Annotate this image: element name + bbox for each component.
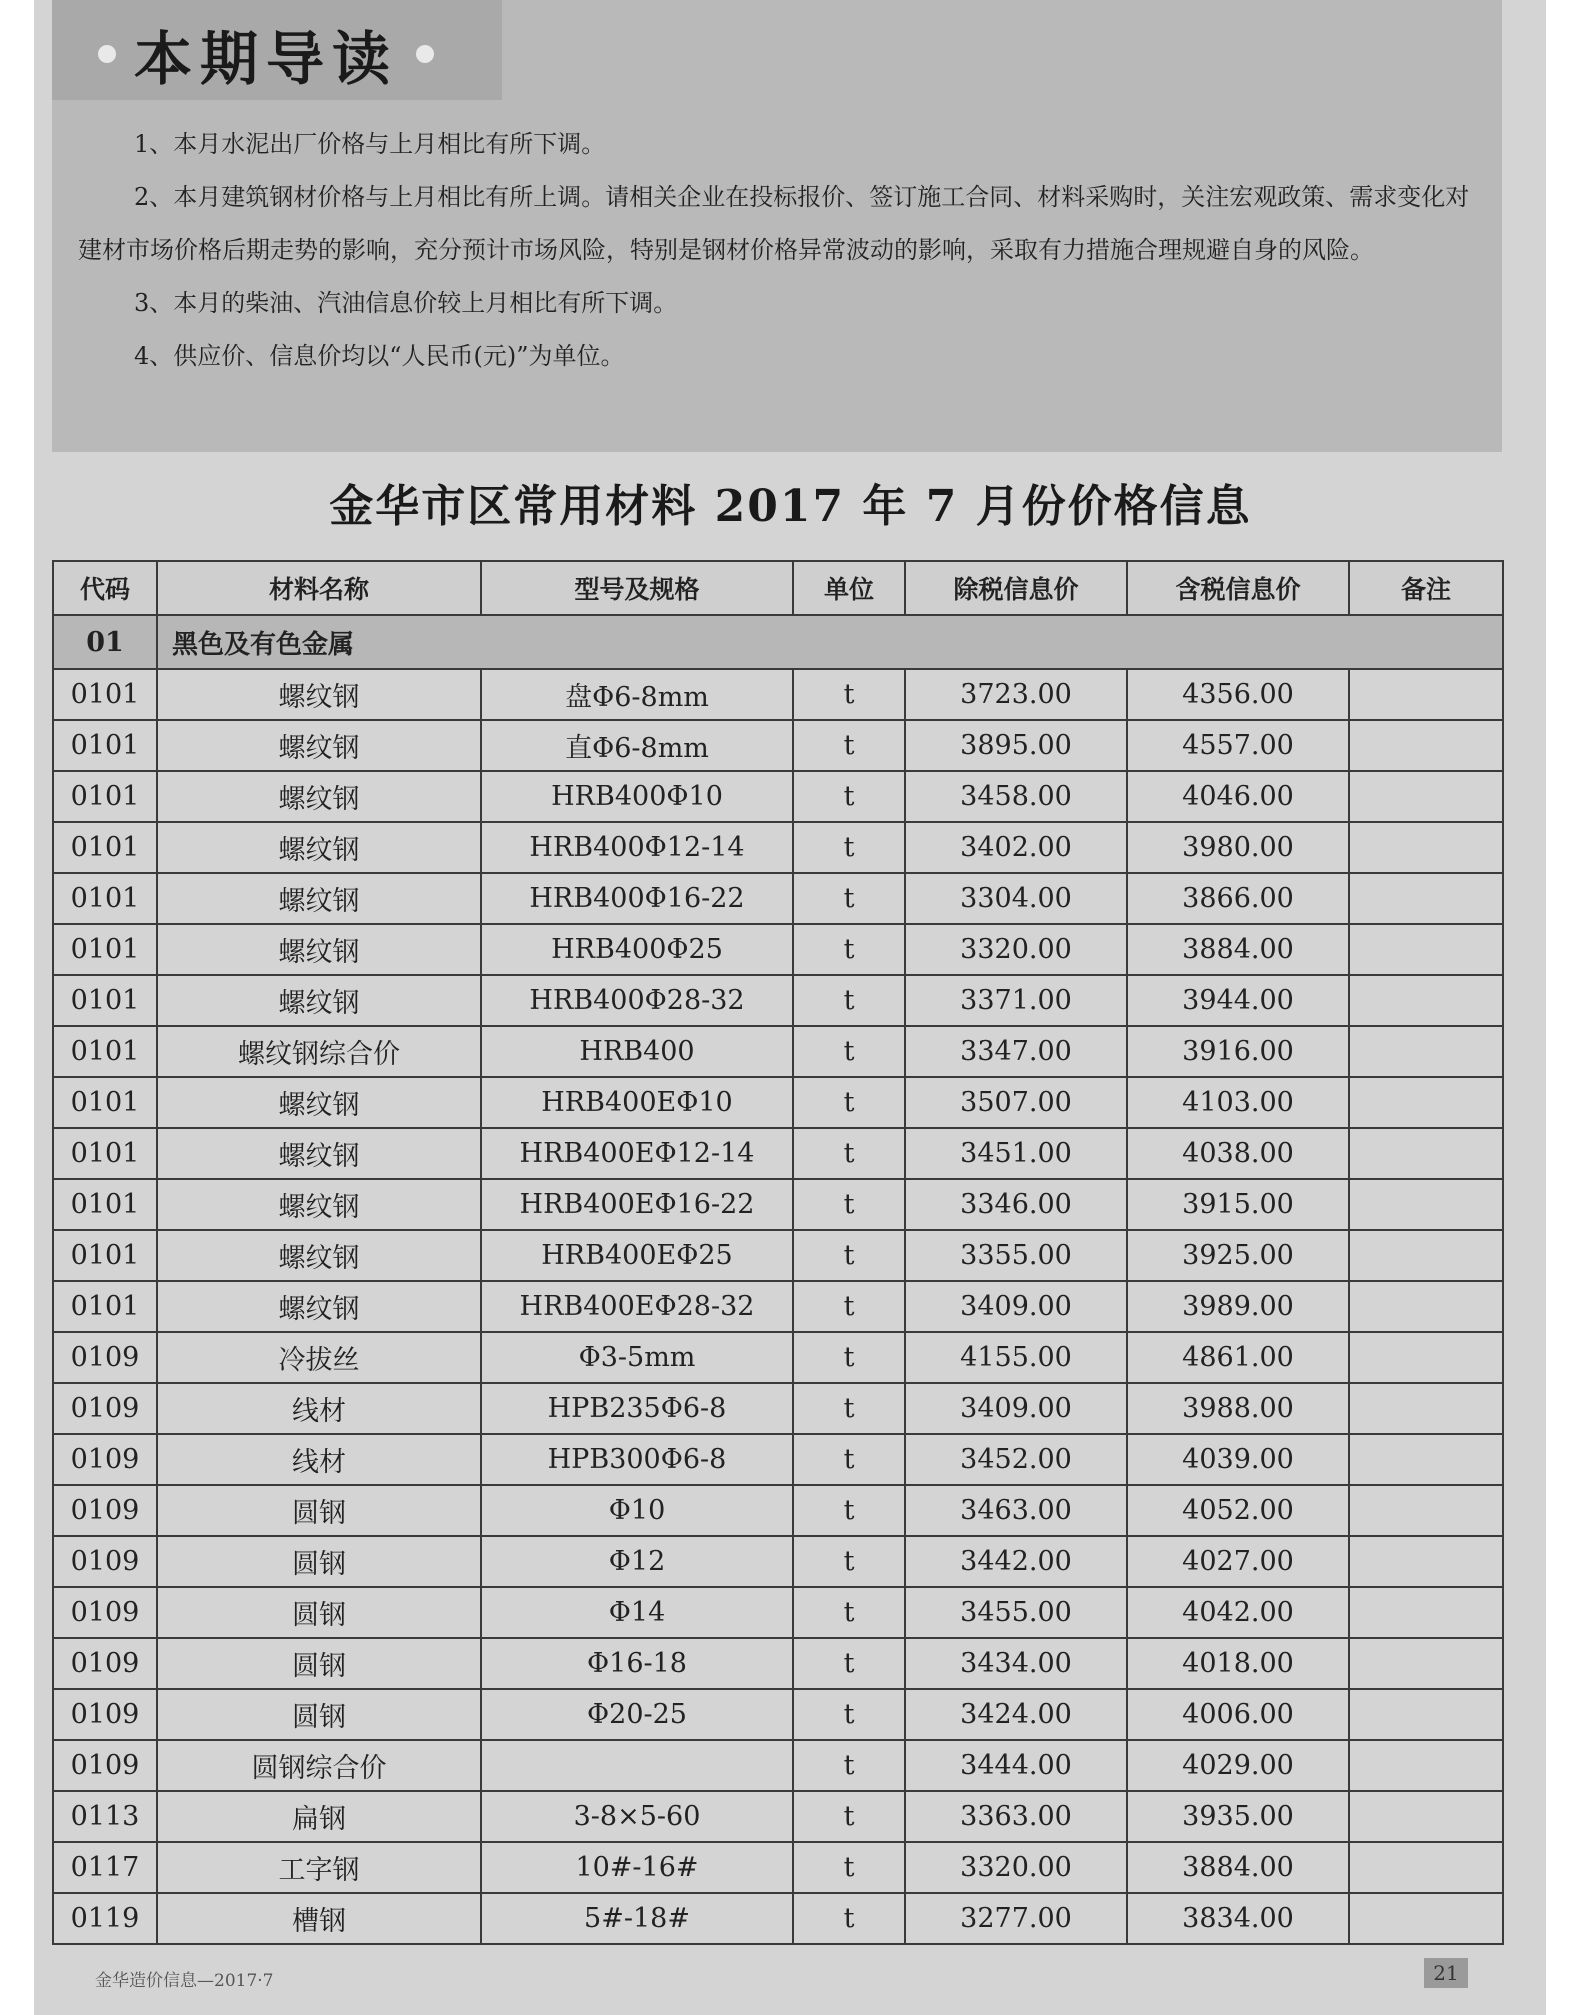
cell-price-ex-tax: 3442.00 bbox=[905, 1536, 1127, 1587]
cell-code: 0109 bbox=[53, 1485, 157, 1536]
table-row bbox=[53, 975, 1503, 1026]
cell-price-inc-tax: 3884.00 bbox=[1127, 1842, 1349, 1893]
cell-material-name: 螺纹钢 bbox=[157, 1281, 481, 1332]
cell-unit: t bbox=[793, 1587, 905, 1638]
cell-price-ex-tax: 3452.00 bbox=[905, 1434, 1127, 1485]
cell-code: 0117 bbox=[53, 1842, 157, 1893]
intro-title: 本期导读 bbox=[134, 25, 399, 93]
intro-item-2: 2、本月建筑钢材价格与上月相比有所上调。请相关企业在投标报价、签订施工合同、材料采购时，关注宏观政策、需求变化对建材市场价格后期走势的影响，充分预计市场风险，特别是钢材价格异常波动的影响，采取有力措施合理规避自身的风险。 bbox=[78, 183, 1470, 264]
cell-price-ex-tax: 3277.00 bbox=[905, 1893, 1127, 1944]
cell-price-inc-tax: 4356.00 bbox=[1127, 669, 1349, 720]
table-row bbox=[53, 1842, 1503, 1893]
price-table bbox=[52, 560, 1504, 1945]
cell-price-inc-tax: 4052.00 bbox=[1127, 1485, 1349, 1536]
cell-material-name: 螺纹钢 bbox=[157, 975, 481, 1026]
table-body bbox=[53, 615, 1503, 1944]
cell-spec: Φ3-5mm bbox=[481, 1332, 793, 1383]
cell-price-inc-tax: 4042.00 bbox=[1127, 1587, 1349, 1638]
cell-price-inc-tax: 3884.00 bbox=[1127, 924, 1349, 975]
table-row bbox=[53, 771, 1503, 822]
cell-remarks bbox=[1349, 1383, 1503, 1434]
cell-price-ex-tax: 3304.00 bbox=[905, 873, 1127, 924]
cell-price-inc-tax: 4039.00 bbox=[1127, 1434, 1349, 1485]
cell-unit: t bbox=[793, 1332, 905, 1383]
cell-price-ex-tax: 3444.00 bbox=[905, 1740, 1127, 1791]
cell-price-inc-tax: 4103.00 bbox=[1127, 1077, 1349, 1128]
cell-code: 0101 bbox=[53, 873, 157, 924]
cell-remarks bbox=[1349, 1434, 1503, 1485]
price-table-container bbox=[52, 560, 1502, 1945]
cell-code: 0101 bbox=[53, 975, 157, 1026]
cell-unit: t bbox=[793, 975, 905, 1026]
cell-unit: t bbox=[793, 1281, 905, 1332]
cell-material-name: 螺纹钢 bbox=[157, 1230, 481, 1281]
table-row bbox=[53, 1230, 1503, 1281]
table-row bbox=[53, 1077, 1503, 1128]
cell-remarks bbox=[1349, 771, 1503, 822]
cell-price-inc-tax: 4046.00 bbox=[1127, 771, 1349, 822]
cell-material-name: 圆钢 bbox=[157, 1638, 481, 1689]
table-row bbox=[53, 1893, 1503, 1944]
cell-code: 0109 bbox=[53, 1332, 157, 1383]
cell-material-name: 线材 bbox=[157, 1383, 481, 1434]
cell-spec: 3-8×5-60 bbox=[481, 1791, 793, 1842]
cell-code: 0101 bbox=[53, 771, 157, 822]
cell-code: 0101 bbox=[53, 1230, 157, 1281]
cell-unit: t bbox=[793, 873, 905, 924]
cell-material-name: 圆钢 bbox=[157, 1587, 481, 1638]
intro-item-3: 3、本月的柴油、汽油信息价较上月相比有所下调。 bbox=[134, 289, 678, 317]
cell-material-name: 螺纹钢 bbox=[157, 720, 481, 771]
cell-price-inc-tax: 3988.00 bbox=[1127, 1383, 1349, 1434]
cell-price-inc-tax: 3834.00 bbox=[1127, 1893, 1349, 1944]
cell-remarks bbox=[1349, 1893, 1503, 1944]
cell-remarks bbox=[1349, 1689, 1503, 1740]
cell-spec bbox=[481, 1740, 793, 1791]
cell-unit: t bbox=[793, 669, 905, 720]
cell-remarks bbox=[1349, 1230, 1503, 1281]
cell-price-inc-tax: 4006.00 bbox=[1127, 1689, 1349, 1740]
table-row bbox=[53, 1587, 1503, 1638]
cell-price-inc-tax: 3915.00 bbox=[1127, 1179, 1349, 1230]
table-row bbox=[53, 1638, 1503, 1689]
cell-price-ex-tax: 3458.00 bbox=[905, 771, 1127, 822]
cell-remarks bbox=[1349, 1128, 1503, 1179]
cell-price-ex-tax: 3409.00 bbox=[905, 1383, 1127, 1434]
intro-heading bbox=[80, 14, 452, 94]
cell-price-inc-tax: 3989.00 bbox=[1127, 1281, 1349, 1332]
table-row bbox=[53, 1179, 1503, 1230]
header-unit: 单位 bbox=[793, 561, 905, 615]
cell-code: 0101 bbox=[53, 1281, 157, 1332]
cell-price-ex-tax: 3455.00 bbox=[905, 1587, 1127, 1638]
table-row bbox=[53, 1740, 1503, 1791]
cell-remarks bbox=[1349, 720, 1503, 771]
table-row bbox=[53, 1383, 1503, 1434]
cell-spec: HRB400Φ10 bbox=[481, 771, 793, 822]
header-remarks: 备注 bbox=[1349, 561, 1503, 615]
cell-price-ex-tax: 3507.00 bbox=[905, 1077, 1127, 1128]
cell-spec: Φ12 bbox=[481, 1536, 793, 1587]
bullet-dot-icon bbox=[98, 45, 116, 63]
intro-item-1: 1、本月水泥出厂价格与上月相比有所下调。 bbox=[134, 130, 606, 158]
cell-price-inc-tax: 4038.00 bbox=[1127, 1128, 1349, 1179]
cell-remarks bbox=[1349, 924, 1503, 975]
cell-price-ex-tax: 3424.00 bbox=[905, 1689, 1127, 1740]
cell-spec: HRB400EΦ28-32 bbox=[481, 1281, 793, 1332]
table-row bbox=[53, 720, 1503, 771]
cell-spec: HRB400EΦ16-22 bbox=[481, 1179, 793, 1230]
cell-material-name: 线材 bbox=[157, 1434, 481, 1485]
header-material-name: 材料名称 bbox=[157, 561, 481, 615]
cell-price-ex-tax: 3463.00 bbox=[905, 1485, 1127, 1536]
cell-price-ex-tax: 4155.00 bbox=[905, 1332, 1127, 1383]
cell-spec: Φ14 bbox=[481, 1587, 793, 1638]
cell-code: 0109 bbox=[53, 1434, 157, 1485]
intro-item-4: 4、供应价、信息价均以“人民币(元)”为单位。 bbox=[134, 342, 625, 370]
cell-code: 0101 bbox=[53, 669, 157, 720]
table-row bbox=[53, 873, 1503, 924]
cell-unit: t bbox=[793, 1638, 905, 1689]
cell-code: 0101 bbox=[53, 1179, 157, 1230]
cell-unit: t bbox=[793, 1842, 905, 1893]
cell-spec: HRB400Φ28-32 bbox=[481, 975, 793, 1026]
cell-remarks bbox=[1349, 822, 1503, 873]
page-number: 21 bbox=[1424, 1958, 1468, 1988]
cell-unit: t bbox=[793, 822, 905, 873]
cell-unit: t bbox=[793, 1689, 905, 1740]
cell-material-name: 圆钢 bbox=[157, 1485, 481, 1536]
cell-unit: t bbox=[793, 1434, 905, 1485]
cell-code: 0101 bbox=[53, 720, 157, 771]
cell-spec: HRB400Φ16-22 bbox=[481, 873, 793, 924]
cell-spec: HRB400Φ25 bbox=[481, 924, 793, 975]
cell-remarks bbox=[1349, 1077, 1503, 1128]
table-header-row bbox=[53, 561, 1503, 615]
category-code: 01 bbox=[53, 615, 157, 669]
cell-material-name: 螺纹钢 bbox=[157, 1077, 481, 1128]
cell-code: 0101 bbox=[53, 1128, 157, 1179]
cell-price-inc-tax: 4861.00 bbox=[1127, 1332, 1349, 1383]
cell-unit: t bbox=[793, 1179, 905, 1230]
cell-material-name: 螺纹钢 bbox=[157, 669, 481, 720]
cell-price-inc-tax: 4027.00 bbox=[1127, 1536, 1349, 1587]
header-code: 代码 bbox=[53, 561, 157, 615]
cell-spec: 盘Φ6-8mm bbox=[481, 669, 793, 720]
table-row bbox=[53, 669, 1503, 720]
cell-price-ex-tax: 3355.00 bbox=[905, 1230, 1127, 1281]
cell-remarks bbox=[1349, 1026, 1503, 1077]
cell-remarks bbox=[1349, 1485, 1503, 1536]
cell-remarks bbox=[1349, 1842, 1503, 1893]
cell-price-inc-tax: 4557.00 bbox=[1127, 720, 1349, 771]
cell-price-ex-tax: 3409.00 bbox=[905, 1281, 1127, 1332]
cell-spec: HRB400Φ12-14 bbox=[481, 822, 793, 873]
table-row bbox=[53, 924, 1503, 975]
category-row bbox=[53, 615, 1503, 669]
cell-unit: t bbox=[793, 1536, 905, 1587]
cell-code: 0113 bbox=[53, 1791, 157, 1842]
header-price-inc-tax: 含税信息价 bbox=[1127, 561, 1349, 615]
cell-remarks bbox=[1349, 1179, 1503, 1230]
cell-price-inc-tax: 3916.00 bbox=[1127, 1026, 1349, 1077]
header-price-ex-tax: 除税信息价 bbox=[905, 561, 1127, 615]
cell-remarks bbox=[1349, 975, 1503, 1026]
cell-code: 0109 bbox=[53, 1536, 157, 1587]
cell-unit: t bbox=[793, 1740, 905, 1791]
footer-publication: 金华造价信息—2017·7 bbox=[95, 1971, 274, 1991]
cell-price-ex-tax: 3451.00 bbox=[905, 1128, 1127, 1179]
cell-code: 0109 bbox=[53, 1740, 157, 1791]
cell-unit: t bbox=[793, 1077, 905, 1128]
cell-material-name: 圆钢 bbox=[157, 1689, 481, 1740]
table-row bbox=[53, 1281, 1503, 1332]
cell-material-name: 螺纹钢综合价 bbox=[157, 1026, 481, 1077]
cell-material-name: 螺纹钢 bbox=[157, 873, 481, 924]
cell-material-name: 冷拔丝 bbox=[157, 1332, 481, 1383]
cell-material-name: 圆钢综合价 bbox=[157, 1740, 481, 1791]
cell-price-ex-tax: 3402.00 bbox=[905, 822, 1127, 873]
table-row bbox=[53, 1791, 1503, 1842]
cell-unit: t bbox=[793, 1791, 905, 1842]
cell-price-inc-tax: 3980.00 bbox=[1127, 822, 1349, 873]
cell-unit: t bbox=[793, 1128, 905, 1179]
category-name: 黑色及有色金属 bbox=[157, 615, 1503, 669]
cell-price-inc-tax: 3925.00 bbox=[1127, 1230, 1349, 1281]
cell-remarks bbox=[1349, 669, 1503, 720]
table-row bbox=[53, 1485, 1503, 1536]
cell-price-inc-tax: 4029.00 bbox=[1127, 1740, 1349, 1791]
cell-code: 0109 bbox=[53, 1689, 157, 1740]
cell-spec: 5#-18# bbox=[481, 1893, 793, 1944]
cell-unit: t bbox=[793, 720, 905, 771]
cell-price-ex-tax: 3347.00 bbox=[905, 1026, 1127, 1077]
cell-code: 0101 bbox=[53, 924, 157, 975]
cell-unit: t bbox=[793, 924, 905, 975]
cell-remarks bbox=[1349, 1536, 1503, 1587]
bullet-dot-icon bbox=[416, 45, 434, 63]
cell-price-ex-tax: 3346.00 bbox=[905, 1179, 1127, 1230]
cell-material-name: 工字钢 bbox=[157, 1842, 481, 1893]
cell-material-name: 螺纹钢 bbox=[157, 924, 481, 975]
cell-code: 0109 bbox=[53, 1638, 157, 1689]
cell-price-inc-tax: 4018.00 bbox=[1127, 1638, 1349, 1689]
cell-price-ex-tax: 3320.00 bbox=[905, 924, 1127, 975]
cell-unit: t bbox=[793, 1893, 905, 1944]
cell-material-name: 圆钢 bbox=[157, 1536, 481, 1587]
cell-price-ex-tax: 3320.00 bbox=[905, 1842, 1127, 1893]
cell-material-name: 扁钢 bbox=[157, 1791, 481, 1842]
cell-remarks bbox=[1349, 1281, 1503, 1332]
cell-remarks bbox=[1349, 1332, 1503, 1383]
cell-spec: HRB400EΦ25 bbox=[481, 1230, 793, 1281]
cell-remarks bbox=[1349, 873, 1503, 924]
intro-list bbox=[78, 118, 1478, 383]
cell-price-ex-tax: 3371.00 bbox=[905, 975, 1127, 1026]
cell-price-ex-tax: 3363.00 bbox=[905, 1791, 1127, 1842]
cell-spec: Φ16-18 bbox=[481, 1638, 793, 1689]
table-row bbox=[53, 1026, 1503, 1077]
table-row bbox=[53, 1128, 1503, 1179]
cell-code: 0101 bbox=[53, 1077, 157, 1128]
table-row bbox=[53, 1434, 1503, 1485]
cell-material-name: 螺纹钢 bbox=[157, 822, 481, 873]
table-row bbox=[53, 822, 1503, 873]
cell-price-inc-tax: 3866.00 bbox=[1127, 873, 1349, 924]
cell-remarks bbox=[1349, 1638, 1503, 1689]
cell-remarks bbox=[1349, 1740, 1503, 1791]
cell-price-inc-tax: 3944.00 bbox=[1127, 975, 1349, 1026]
cell-spec: 10#-16# bbox=[481, 1842, 793, 1893]
cell-unit: t bbox=[793, 771, 905, 822]
cell-material-name: 螺纹钢 bbox=[157, 1128, 481, 1179]
cell-code: 0109 bbox=[53, 1587, 157, 1638]
cell-remarks bbox=[1349, 1791, 1503, 1842]
cell-spec: HRB400EΦ12-14 bbox=[481, 1128, 793, 1179]
cell-unit: t bbox=[793, 1383, 905, 1434]
cell-code: 0119 bbox=[53, 1893, 157, 1944]
table-row bbox=[53, 1332, 1503, 1383]
cell-spec: HPB300Φ6-8 bbox=[481, 1434, 793, 1485]
table-title: 金华市区常用材料 2017 年 7 月份价格信息 bbox=[329, 481, 1252, 532]
table-row bbox=[53, 1536, 1503, 1587]
cell-spec: HPB235Φ6-8 bbox=[481, 1383, 793, 1434]
cell-price-ex-tax: 3723.00 bbox=[905, 669, 1127, 720]
cell-code: 0101 bbox=[53, 1026, 157, 1077]
cell-price-inc-tax: 3935.00 bbox=[1127, 1791, 1349, 1842]
cell-spec: 直Φ6-8mm bbox=[481, 720, 793, 771]
cell-code: 0109 bbox=[53, 1383, 157, 1434]
cell-material-name: 槽钢 bbox=[157, 1893, 481, 1944]
table-row bbox=[53, 1689, 1503, 1740]
cell-spec: Φ20-25 bbox=[481, 1689, 793, 1740]
cell-price-ex-tax: 3895.00 bbox=[905, 720, 1127, 771]
cell-price-ex-tax: 3434.00 bbox=[905, 1638, 1127, 1689]
cell-spec: Φ10 bbox=[481, 1485, 793, 1536]
cell-spec: HRB400EΦ10 bbox=[481, 1077, 793, 1128]
cell-remarks bbox=[1349, 1587, 1503, 1638]
cell-unit: t bbox=[793, 1026, 905, 1077]
cell-material-name: 螺纹钢 bbox=[157, 1179, 481, 1230]
cell-unit: t bbox=[793, 1230, 905, 1281]
cell-material-name: 螺纹钢 bbox=[157, 771, 481, 822]
cell-unit: t bbox=[793, 1485, 905, 1536]
cell-spec: HRB400 bbox=[481, 1026, 793, 1077]
cell-code: 0101 bbox=[53, 822, 157, 873]
header-spec: 型号及规格 bbox=[481, 561, 793, 615]
